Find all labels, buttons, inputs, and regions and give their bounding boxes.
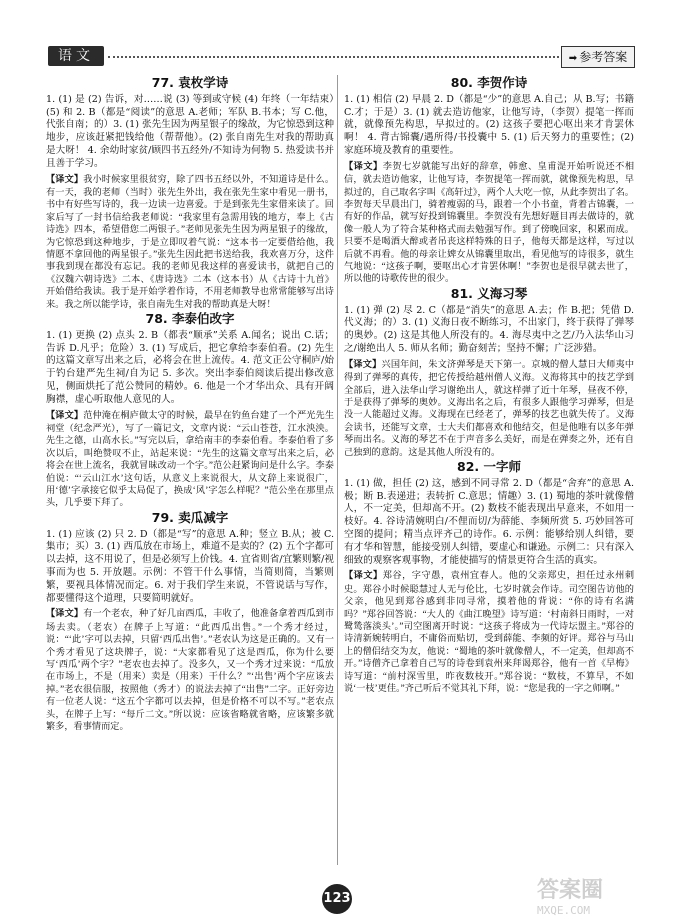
section-translation: [46, 409, 334, 509]
section-answer: 1. (1) 是 (2) 告诉，对……说 (3) 等到或守候 (4) 年终（一年结束）(5) 和 2. B（都是“阅读”的意思 A.老师；军队 B.书本；写 C.他，代张自南；的）3. (1) 张先生因为两星银子的缘故，为它惊恐到这种地步，应该赶紧把钱给他（帮帮他）。(2) 张自南先生对我的帮助真是大呀！ 4. 余幼时家贫/顾四书五经外/不知诗为何物 5. 热爱读书并且善于学习。: [46, 93, 334, 169]
section-79: [46, 509, 335, 733]
page-number: 123: [322, 884, 352, 914]
translation-text: 李贺七岁就能写出好的辞章，韩愈、皇甫湜开始听说还不相信，就去造访他家，让他写诗，李贺提笔一挥而就，就像预先构思，早拟过的，自己取名字叫《高轩过》，两个人大吃一惊，从此李贺出了名。李贺每天早晨出门，骑着瘦弱的马，跟着一个小书童，背着古锦囊，一有好的作品，就写好投到锦囊里。李贺没有先想好题目再去做诗的，就像一般人为了符合某种格式而去勉强写作。到了傍晚回家，积累而成。只要不是喝酒大醉或者吊丧这样特殊的日子，他每天都是这样，写过以后就不再看。他的母亲让婢女从锦囊里取出，看见他写的诗很多，就生气地说：“这孩子啊，要呕出心才肯罢休啊！”李贺也是很早就去世了，所以他的诗歌传世的很少。: [344, 160, 635, 284]
section-answer: 1. (1) 更换 (2) 点头 2. B（都表“顺承”关系 A.闻名；说出 C.话；告诉 D.凡乎；危险）3. (1) 写成后，把它拿给李泰伯看。(2) 先生的这篇文章写出来之后，必将会在世上流传。4. 范文正公守桐庐/始于钓台建严先生祠/自为记 5. 多次。突出李泰伯阅读后提出修改意见，侧面烘托了范公赞同的精妙。6. 他是一个才华出众、具有开阔胸襟，虚心听取他人意见的人。: [46, 329, 334, 405]
translation-tag: 【译文】: [344, 358, 382, 370]
section-title: 79. 卖瓜减字: [151, 509, 229, 525]
translation-tag: 【译文】: [46, 173, 84, 185]
section-translation: [46, 173, 334, 310]
subject-label: 语文: [48, 46, 104, 66]
section-translation: [46, 607, 334, 732]
translation-text: 我小时候家里很贫穷，除了四书五经以外，不知道诗是什么。有一天，我的老师（当时）张先生外出，我在张先生家中看见一册书，书中有好些写诗的，我一边读一边喜爱。于是到张先生家借来读了。回家后写了一封书信给我老师说：“我家里有急需用钱的地方，奉上《古诗选》四本，希望借您二两银子。”老师见张先生因为两星银子的缘故，为它惊恐到这种地步，于是立即叹着气说：“这本书一定要借给他，我情愿不拿回他的两星银子。”张先生因此把书送给我，我欢喜万分，这件事我到现在都没有忘记。我的老师见我这样的喜爱读书，就把自己的《汉魏六朝诗选》二本、《唐诗选》二本（这本书）从《古诗十九首》开始借给我读。我于是开始学着作诗，不用老师教导也常常能够写出诗来。我之所以能学诗，张自南先生对我的帮助真是大呀！: [46, 173, 335, 309]
section-78: [46, 313, 334, 509]
translation-tag: 【译文】: [46, 608, 84, 620]
section-77: [46, 77, 334, 310]
left-column: [46, 74, 334, 736]
section-answer: 1. (1) 弹 (2) 尽 2. C（都是“消失”的意思 A.去；作 B.把；凭借 D.代义海；的）3. (1) 义海日夜不断练习，不出家门，终于获得了弹琴的奥妙。(2) 这是其他人所没有的。4. 海尽夷中之艺/乃入法华山习之/谢绝出人 5. 师从名师；勤奋刻苦；坚持不懈；广泛涉猎。: [344, 304, 634, 355]
section-80: [344, 77, 634, 285]
section-translation: [344, 358, 634, 458]
translation-tag: 【译文】: [46, 409, 84, 421]
translation-text: 范仲淹在桐庐做太守的时候，最早在钓鱼台建了一个严光先生祠堂（纪念严光），写了一篇记文，文章内说：“云山苍苍，江水泱泱。先生之德，山高水长。”写完以后，拿给南丰的李泰伯看。李泰伯看了多次以后，叫绝赞叹不止，站起来说：“先生的这篇文章写出来之后，必将会在世上流名，我就冒昧改动一个字。”范公赶紧询问是什么字。李泰伯说：“‘云山江水’这句话，从意义上来说很大，从文辞上来说很广，用‘德’字承接它似乎太局促了，换成‘风’字怎么样呢？”范公坐在那里点头，几乎要下拜了。: [46, 409, 335, 508]
translation-text: 有一个老农，种了好几亩西瓜，丰收了，他准备拿着西瓜到市场去卖。（老农）在牌子上写道：“此西瓜出售。”一个秀才经过，说：“‘此’字可以去掉，只留‘西瓜出售’。”老农认为这是正确的。又有一个秀才看见了这块牌子，说：“大家都看见了这是西瓜，你为什么要写‘西瓜’两个字？”老农也去掉了。没多久，又一个秀才过来说：“瓜放在市场上，不是（用来）卖是（用来）干什么？”‘出售’两个字应该去掉。”老农很信服，按照他（秀才）的说法去掉了“出售”二字。正好旁边有一位老人说：“这五个字都可以去掉，但是价格不可以不写。”老农点头，在牌子上写：“每斤二文。”所以说：应该省略就省略，应该繁多就繁多，看事情而定。: [46, 608, 335, 732]
section-title: 80. 李贺作诗: [450, 75, 528, 90]
section-translation: [344, 160, 634, 285]
translation-text: 郑谷，字守愚，袁州宜春人。他的父亲郑史，担任过永州刺史。郑谷小时候聪慧过人无与伦比，七岁时就会作诗。司空图告访他的父亲，他见到郑谷感到非同寻常，摸着他的背说：“你的诗有名满吗？”郑谷回答说：“大人的《曲江晚望》诗写道：‘村南斜日雨时，一对鹭鸶落淡头’。”司空图离开时说：“这孩子将成为一代诗坛盟主。”郑谷的诗清新婉转明白，不庸俗而贴切，受到薛能、李频的好评。郑谷与马山上的僧侣结交为友，他说：“蜀地的茶叶就像僧人，不一定美，但却高不开。”诗僧齐己拿着自己写的诗卷到袁州来拜谒郑谷，他有一首《早梅》诗写道：“前村深雪里，昨夜数枝开。”郑谷说：“数枝，不算早，不如说‘一枝’更佳。”齐己听后不觉其礼下拜，说：“您是我的一字之师啊。”: [344, 570, 635, 694]
section-81: [344, 285, 635, 458]
page-header: [0, 0, 675, 70]
section-title: 82. 一字师: [457, 459, 521, 475]
section-title: 78. 李泰伯改字: [145, 311, 235, 327]
section-title: 81. 义海习琴: [450, 285, 528, 301]
answer-section-label: [561, 46, 635, 68]
section-answer: 1. (1) 做，担任 (2) 这，感到不同寻常 2. D（都是“舍弃”的意思 A.极；断 B.表递进；表转折 C.意思；情趣）3. (1) 蜀地的茶叶就像僧人，不一定美，但却高不开。(2) 数枝不能表现出早意来，不如用一枝好。4. 谷诗清婉明白/不俚而切/为薛能、李频所赏 5. 巧妙回答可空图的提问；精当点评齐己的诗作。6. 示例：能够给别人纠错，要有才华和智慧，能接受别人纠错，要虚心和谦逊。示例二：只有深入细致的观察客观事物，才能使描写的情景更符合生活的真实。: [344, 477, 634, 566]
section-title: 77. 袁枚学诗: [151, 75, 229, 90]
watermark-url: MXQE.COM: [537, 904, 590, 917]
translation-tag: 【译文】: [344, 160, 383, 172]
section-answer: 1. (1) 相信 (2) 早晨 2. D（都是“少”的意思 A.自己；从 B.写；书籍 C.才；于是）3. (1) 就去造访他家，让他写诗，（李贺）提笔一挥而就，就像预先构思，早拟过的。(2) 这孩子要把心呕出来才肯罢休啊！ 4. 背古锦囊/遇所得/书投囊中 5. (1) 后天努力的重要性；(2) 家庭环境及教育的重要性。: [344, 93, 634, 156]
arrow-icon: ➡: [568, 53, 578, 64]
right-column: [344, 74, 634, 698]
header-dotted-line: [108, 56, 595, 58]
watermark-text: 答案圈: [537, 878, 604, 903]
watermark-logo: [537, 873, 647, 917]
column-divider: [337, 75, 338, 865]
translation-text: 兴国年间，朱文济弹琴是天下第一。京城的僧人慧日大师夷中得到了弹琴的真传，把它传授给越州僧人义海。义海将其中的技艺学到全部后，进入法华山学习谢绝出人，就这样弹了近十年琴，昼夜不停，于是获得了弹琴的奥妙。义海出名之后，有很多人跟他学习弹琴，但是没一人能超过义海。义海现在已经老了，弹琴的技艺也就失传了。义海会读书，还能写文章，士大夫们都喜欢和他结交，但是他唯有以多年弹琴而出名。义海的琴艺不在于声音多么美好，而是在弹奏之外，还有自己独到的意韵。这是其他人所没有的。: [344, 358, 635, 457]
section-translation: [344, 569, 634, 694]
answer-label-text: 参考答案: [579, 50, 628, 64]
section-answer: 1. (1) 应该 (2) 只 2. D（都是“写”的意思 A.种；竖立 B.从；被 C.集市；买）3. (1) 西瓜放在市场上，难道不是卖的？(2) 五个字都可以去掉，这不用说了，但是必须写上价钱。4. 宜省则省/宜繁则繁/视事而为也 5. 开放题。示例：不管干什么事情，当简则简，当繁则繁，要视具体情况而定。6. 对于我们学生来说，不管说话与写作，都要懂得这个道理，只要简明就好。: [46, 528, 334, 604]
section-82: [344, 461, 634, 694]
translation-tag: 【译文】: [344, 570, 383, 582]
